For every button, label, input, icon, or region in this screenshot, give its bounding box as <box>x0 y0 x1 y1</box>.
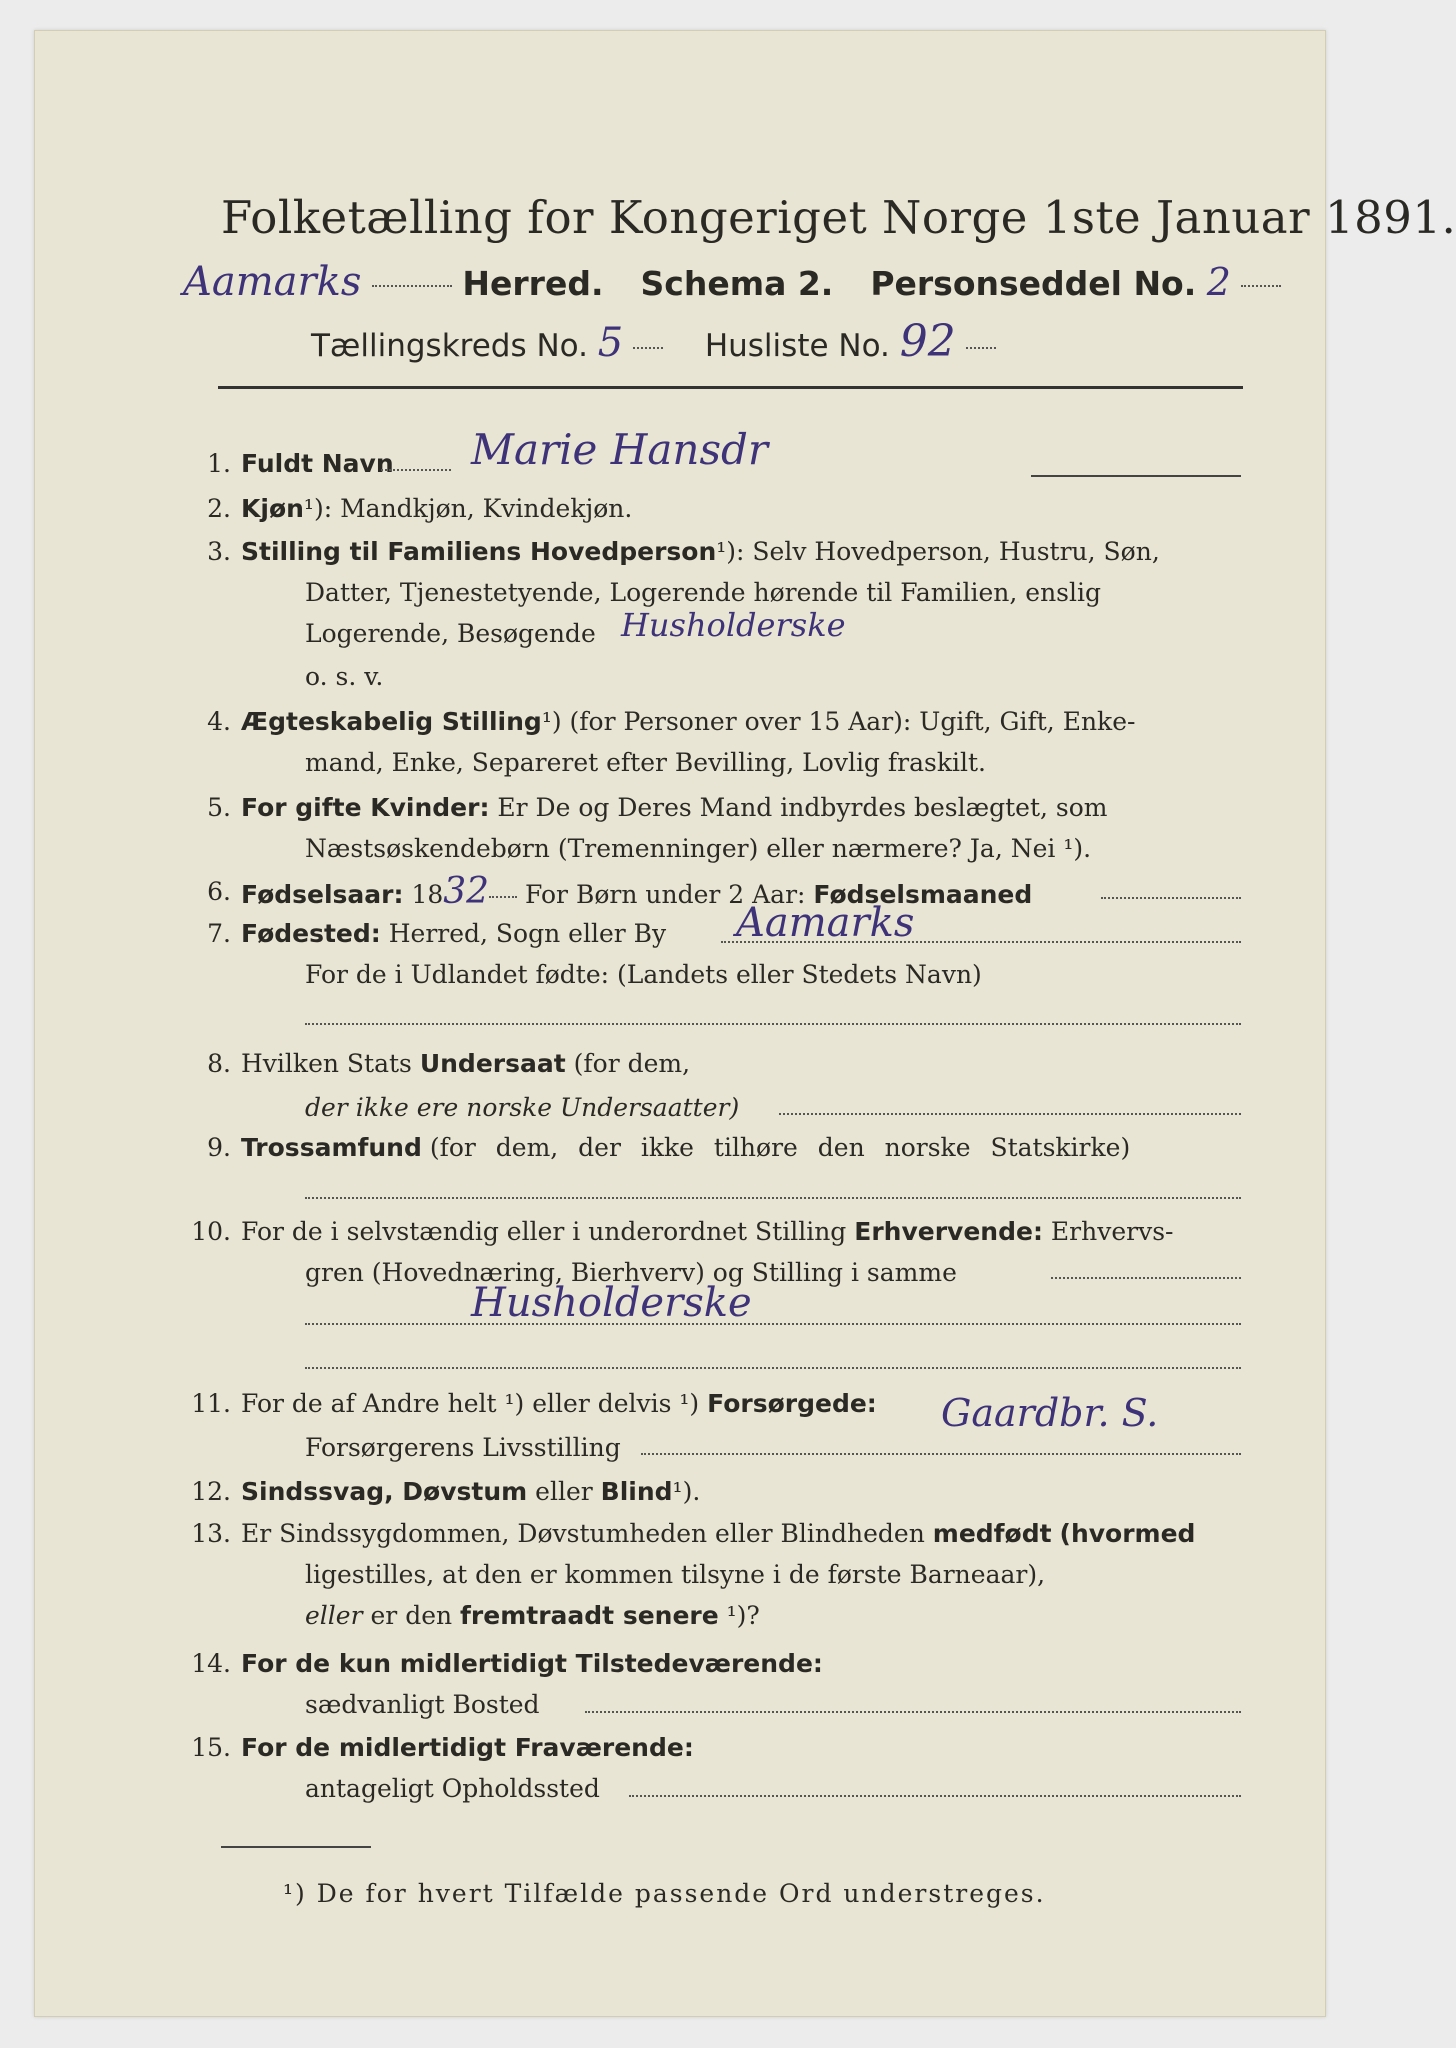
header-rule <box>218 386 1243 389</box>
occupation-answer: Husholderske <box>471 1280 752 1326</box>
birthplace-answer: Aamarks <box>736 900 915 946</box>
personseddel-no: 2 <box>1206 260 1231 304</box>
form-title: Folketælling for Kongeriget Norge 1ste Januar 1891. <box>221 191 1456 244</box>
kreds-row <box>311 316 996 367</box>
kreds-no: 5 <box>597 320 624 366</box>
herred-row <box>183 259 1281 305</box>
footnote: ¹) De for hvert Tilfælde passende Ord understreges. <box>283 1879 1046 1908</box>
item-3-answer: Husholderske <box>621 606 846 644</box>
personseddel-label: Personseddel No. <box>870 264 1197 303</box>
herred-name: Aamarks <box>183 259 362 305</box>
herred-label: Herred. <box>462 264 604 303</box>
husliste-no: 92 <box>899 316 956 367</box>
schema-label: Schema 2. <box>640 264 834 303</box>
birth-year-answer: 32 <box>443 871 490 912</box>
item-1-answer: Marie Hansdr <box>471 425 768 474</box>
census-form: Folketælling for Kongeriget Norge 1ste Januar 1891. Aamarks Herred. Schema 2. Personseddel No. 2 Tællingskreds No. 5 Husliste No. 92 1. Fuldt Navn Marie Hansdr 2. Kjøn¹): Mandkjøn, Kvindekjøn. 3. Stilling til Familiens Hovedperson¹): Selv Hovedperson, Hustru, Søn, Datter, Tjenestetyende, Logerende hørende til Familien, enslig Logerende, Besøgende Husholderske o. s. v. 4. Ægteskabelig Stilling¹) (for Personer over 15 Aar): Ugift, Gift, Enke- mand, Enke, Separeret efter Bevilling, Lovlig fraskilt. 5. For gifte Kvinder: Er De og Deres Mand indbyrdes beslægtet, som Næstsøskendebørn (Tremenninger) eller nærmere? Ja, Nei ¹). 6. Fødselsaar: 1832 For Børn under 2 Aar: Fødselsmaaned 7. Fødested: Herred, Sogn eller By Aamarks For de i Udlandet fødte: (Landets eller Stedets Navn) 8. Hvilken Stats Undersaat (for dem, der ikke ere norske Undersaatter) 9. Trossamfund (for dem, der ikke tilhøre den norske Statskirke) 10. For de i selvstændig eller i underordnet Stilling Erhvervende: Erhvervs- gren (Hovednæring, Bierhverv) og Stilling i samme Husholderske 11. For de af Andre helt ¹) eller delvis ¹) Forsørgede: Gaardbr. S. Forsørgerens Livsstilling 12. Sindssvag, Døvstum eller Blind¹). 13. Er Sindssygdommen, Døvstumheden eller Blindheden medfødt (hvormed ligestilles, at den er kommen tilsyne i de første Barneaar), eller er den fremtraadt senere ¹)? 14. For de kun midlertidigt Tilstedeværende: sædvanligt Bosted 15. For de midlertidigt Fraværende: antageligt Opholdssted ¹) De for hvert Tilfælde passende Ord understreges. <box>34 30 1326 2017</box>
kreds-label: Tællingskreds No. <box>311 328 588 364</box>
provider-answer: Gaardbr. S. <box>941 1391 1159 1435</box>
husliste-label: Husliste No. <box>704 328 890 364</box>
footnote-rule <box>221 1846 371 1848</box>
item-1-label: Fuldt Navn <box>241 449 394 478</box>
item-1: 1. Fuldt Navn Marie Hansdr <box>181 443 1251 488</box>
